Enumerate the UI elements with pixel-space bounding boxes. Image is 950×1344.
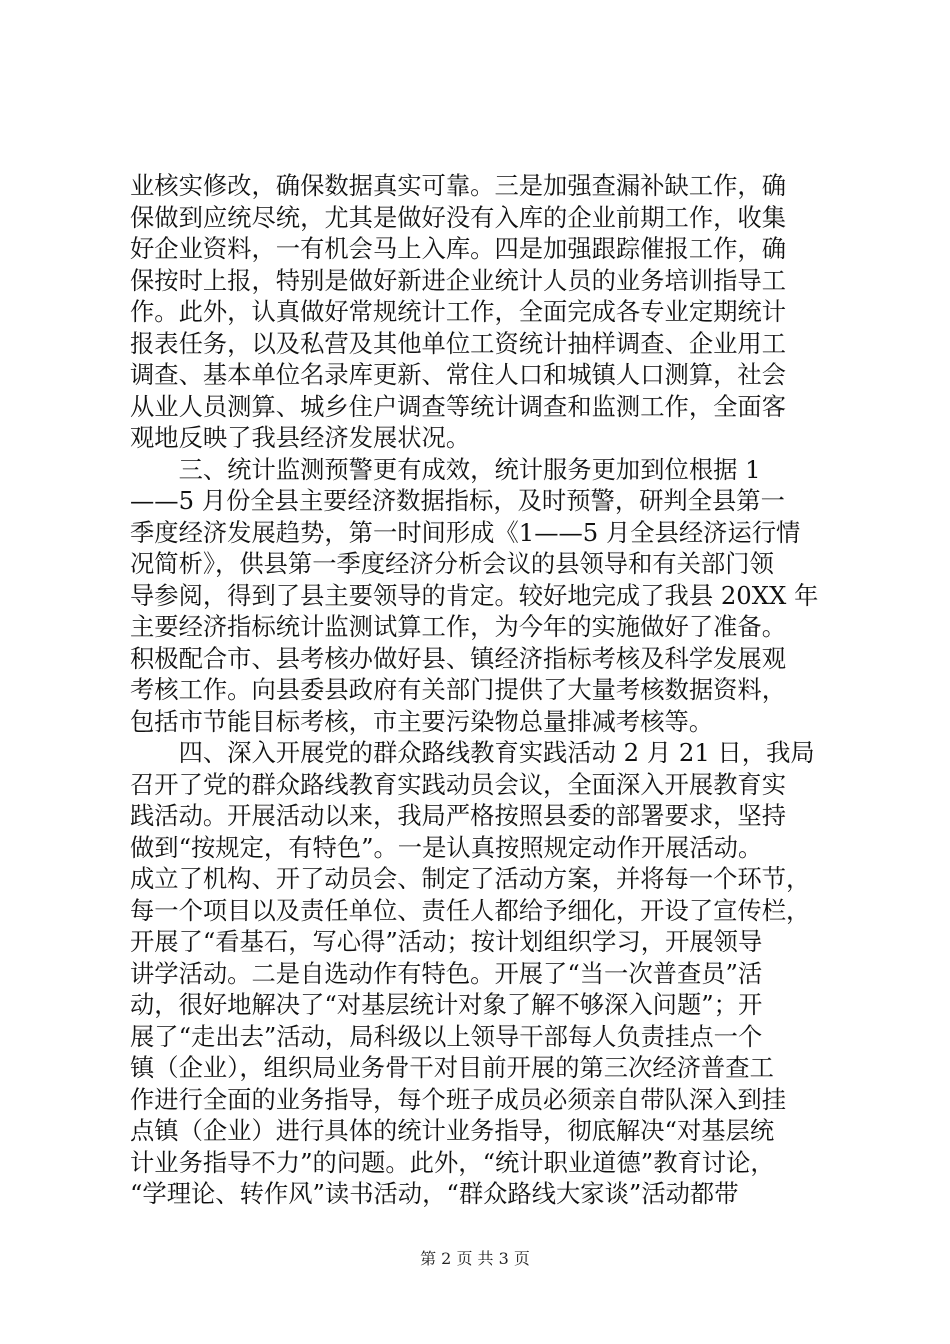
text-line: 作进行全面的业务指导，每个班子成员必须亲自带队深入到挂 [130, 1084, 787, 1114]
text-line: 践活动。开展活动以来，我局严格按照县委的部署要求，坚持 [130, 801, 787, 830]
text-line: 观地反映了我县经济发展状况。 [130, 423, 471, 452]
text-line: 开展了“看基石，写心得”活动；按计划组织学习，开展领导 [130, 927, 763, 956]
text-line: 成立了机构、开了动员会、制定了活动方案，并将每一个环节， [130, 864, 811, 893]
text-line: 每一个项目以及责任单位、责任人都给予细化，开设了宣传栏， [130, 895, 811, 925]
text-line: 况简析》，供县第一季度经济分析会议的县领导和有关部门领 [130, 549, 774, 578]
text-line: 包括市节能目标考核，市主要污染物总量排减考核等。 [130, 706, 714, 736]
text-line: 镇（企业），组织局业务骨干对目前开展的第三次经济普查工 [130, 1053, 774, 1082]
text-line: 展了“走出去”活动，局科级以上领导干部每人负责挂点一个 [130, 1021, 763, 1051]
text-line: 报表任务，以及私营及其他单位工资统计抽样调查、企业用工 [130, 328, 787, 358]
text-line: 点镇（企业）进行具体的统计业务指导，彻底解决“对基层统 [130, 1116, 775, 1145]
text-line: 保按时上报，特别是做好新进企业统计人员的业务培训指导工 [130, 265, 787, 295]
text-line: 召开了党的群众路线教育实践动员会议，全面深入开展教育实 [130, 769, 787, 799]
text-line: 讲学活动。二是自选动作有特色。开展了“当一次普查员”活 [130, 958, 763, 988]
text-line: 调查、基本单位名录库更新、常住人口和城镇人口测算，社会 [130, 360, 787, 389]
text-line: 季度经济发展趋势，第一时间形成《1——5 月全县经济运行情 [130, 517, 801, 547]
text-line: 作。此外，认真做好常规统计工作，全面完成各专业定期统计 [130, 297, 787, 326]
text-line: 动，很好地解决了“对基层统计对象了解不够深入问题”；开 [130, 990, 763, 1019]
text-line: ——5 月份全县主要经济数据指标，及时预警，研判全县第一 [130, 486, 785, 515]
text-line: 做到“按规定，有特色”。一是认真按照规定动作开展活动。 [130, 832, 763, 862]
text-line: “学理论、转作风”读书活动，“群众路线大家谈”活动都带 [130, 1179, 739, 1208]
text-line: 从业人员测算、城乡住户调查等统计调查和监测工作，全面客 [130, 391, 787, 421]
text-line: 三、统计监测预警更有成效，统计服务更加到位根据 1 [130, 454, 761, 484]
text-line: 四、深入开展党的群众路线教育实践活动 2 月 21 日，我局 [130, 738, 815, 767]
text-line: 业核实修改，确保数据真实可靠。三是加强查漏补缺工作，确 [130, 171, 787, 200]
text-line: 好企业资料，一有机会马上入库。四是加强跟踪催报工作，确 [130, 234, 787, 263]
text-line: 导参阅，得到了县主要领导的肯定。较好地完成了我县 20XX 年 [130, 580, 819, 610]
body-text [130, 170, 830, 1210]
page-footer: 第 2 页 共 3 页 [420, 1249, 530, 1268]
text-line: 主要经济指标统计监测试算工作，为今年的实施做好了准备。 [130, 612, 787, 641]
text-line: 保做到应统尽统，尤其是做好没有入库的企业前期工作，收集 [130, 202, 787, 232]
text-line: 考核工作。向县委县政府有关部门提供了大量考核数据资料， [130, 675, 787, 704]
text-line: 计业务指导不力”的问题。此外，“统计职业道德”教育讨论， [130, 1147, 775, 1177]
text-line: 积极配合市、县考核办做好县、镇经济指标考核及科学发展观 [130, 643, 787, 673]
